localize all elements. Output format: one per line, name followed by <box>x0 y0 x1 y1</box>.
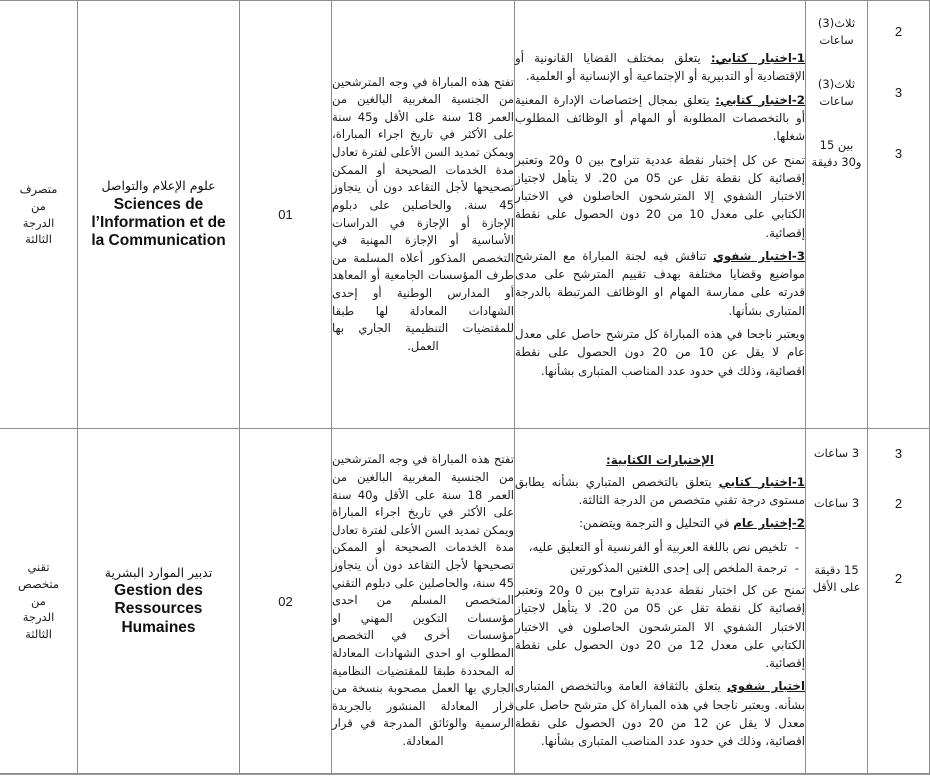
exam-item-label: 2-إختبار عام <box>733 516 805 531</box>
exam-item <box>515 91 805 146</box>
specialty-french-line3: la Communication <box>91 232 226 250</box>
specialty-arabic: علوم الإعلام والتواصل <box>101 178 216 194</box>
coefficient-value: 3 <box>894 146 903 161</box>
conditions-text: تفتح هذه المباراة في وجه المترشحين من الجنسية المغربية البالغين من العمر 18 سنة على الأقل و40 سنة على الأكثر في تاريخ اجراء المباراة ويمكن تمديد السن الأعلى لفترة تعادل مدة الخدمات الصحيحة أو الممكن تصحيحها لأجل التقاعد دون أن يتجاوز 45 سنة، والحاصلين على دبلوم التقني المتخصص المسلم من احدى مؤسسات التكوين المهني او مؤسسات أخرى في التخصص المطلوب او احدى الشهادات المعادلة له المحددة طبقا للمقتضيات النظامية الجاري بها العمل مصحوبة بنسخة من قرار المعادلة المنشور بالجريدة الرسمية والوثائق المدرجة في قرار المعادلة. <box>332 452 514 749</box>
duration-cell-row2 <box>806 429 868 774</box>
duration-value: 15 دقيقة على الأقل <box>812 563 861 594</box>
exams-heading: الإختبارات الكتابية: <box>606 453 714 468</box>
grade-cell-row2 <box>0 429 78 774</box>
exam-item-label: 2-اختبار كتابي: <box>715 92 805 107</box>
grade-cell-row1 <box>0 1 78 429</box>
grade-line: من <box>31 198 46 213</box>
exam-item-text: يتعلق بمجال إختصاصات الإدارة المعنية أو بالتخصصات المطلوبة أو المهام أو الوظائف المطلوب شغلها. <box>515 92 805 144</box>
specialty-cell-row1 <box>78 1 240 429</box>
coefficient-value: 3 <box>894 85 903 100</box>
list-item: - ترجمة الملخص إلى إحدى اللغتين المذكورتين <box>515 559 787 577</box>
conditions-cell-row1 <box>332 1 515 429</box>
coefficient-empty <box>868 628 929 773</box>
exam-scoring-note: تمنح عن كل إختبار نقطة عددية تتراوح بين 0 و20 وتعتبر إقصائية كل نقطة تقل عن 05 من 20. لا يتأهل لاجتياز الاختبار الشفوي إلا المترشحون الحاصلون في الاختبار الكتابي على معدل 10 من 20 دون الحصول على نقطة إقصائية. <box>515 152 805 240</box>
duration-empty <box>806 628 867 773</box>
specialty-french-line1: Gestion des Ressources <box>114 582 203 618</box>
exam-oral-label: اختبار شفوي <box>726 679 805 694</box>
exam-oral-text: تناقش فيه لجنة المباراة مع المترشح مواضيع وقضايا مختلفة بهدف تقييم المترشح على مدى قدرته على ممارسة المهام او الوظائف المرتبطة بالدرجة المتبارى بشأنها. <box>515 248 805 318</box>
specialty-french-line2: Humaines <box>121 618 196 636</box>
coefficient-value: 2 <box>894 496 903 511</box>
table-row <box>0 1 930 429</box>
table-row <box>0 429 930 774</box>
specialty-cell-row2 <box>78 429 240 774</box>
duration-cell-row1 <box>806 1 868 429</box>
exams-cell-row1 <box>515 1 806 429</box>
grade-line: متخصص <box>17 576 60 591</box>
exam-sub-list <box>515 538 805 578</box>
duration-value: بين 15 و30 دقيقة <box>811 138 862 169</box>
grade-line: الدرجة <box>22 215 55 230</box>
duration-value: ثلاث(3) ساعات <box>817 77 856 108</box>
duration-value: ثلاث(3) ساعات <box>817 16 856 47</box>
exam-oral-text: يتعلق بالثقافة العامة وبالتخصص المتبارى بشأنه. ويعتبر ناجحا في هذه المباراة كل مترشح حاصل على معدل لا يقل عن 12 من 20 دون الحصول على نقطة اقصائية، وذلك في حدود عدد المناصب المتبارى بشأنها. <box>515 679 805 749</box>
list-item: - تلخيص نص باللغة العربية أو الفرنسية أو التعليق عليه، <box>515 538 787 556</box>
exam-oral-item <box>515 677 805 750</box>
specialty-french-line2: l’Information et de <box>91 213 226 231</box>
grade-line: متصرف <box>19 182 58 197</box>
grade-line: تقني <box>27 560 50 575</box>
duration-value: 3 ساعات <box>813 496 860 511</box>
exam-oral-item <box>515 247 805 320</box>
exam-item-label: 1-اختبار كتابي <box>718 474 805 489</box>
exam-item-text: في التحليل و الترجمة ويتضمن: <box>578 516 734 531</box>
duration-empty <box>806 184 867 428</box>
grade-line: الثالثة <box>25 627 52 641</box>
duration-value: 3 ساعات <box>813 446 860 461</box>
exam-item-text: يتعلق بمختلف القضايا القانونية أو الإقتصادية أو التدبيرية أو الإجتماعية أو الإنسانية أو العلمية. <box>515 51 805 84</box>
exams-cell-row2 <box>515 429 806 774</box>
conditions-text: تفتح هذه المباراة في وجه المترشحين من الجنسية المغربية البالغين من العمر 18 سنة على الأقل و45 سنة على الأكثر في تاريخ اجراء المباراة، ويمكن تمديد السن الأعلى لفترة تعادل مدة الخدمات الصحيحة أو الممكن تصحيحها لأجل التقاعد دون أن يتجاوز 45 سنة. والحاصلين على دبلوم الإجازة أو الإجازة في الدراسات الأساسية أو الإجازة المهنية في التخصص المذكور أعلاه المسلمة من طرف المؤسسات الجامعية أو المعاهد أو المدارس الوطنية أو إحدى الشهادات المعادلة لها طبقا للمقتضيات التنظيمية الجاري بها العمل. <box>332 74 514 353</box>
specialty-french-line1: Sciences de <box>113 195 204 213</box>
grade-line: الثالثة <box>25 232 52 247</box>
exam-item-text: يتعلق بالتخصص المتباري بشأنه يطابق مستوى درجة تقني متخصص من الدرجة الثالثة. <box>515 474 805 507</box>
exam-oral-label: 3-اختبار شفوي <box>713 248 806 263</box>
exam-item <box>515 473 805 510</box>
positions-number-cell-row2: 02 <box>240 429 332 774</box>
coefficient-value: 2 <box>894 571 903 586</box>
coefficient-cell-row1 <box>868 1 930 429</box>
page-bottom-rule <box>0 774 930 775</box>
exam-item <box>515 514 805 532</box>
specialty-arabic: تدبير الموارد البشرية <box>104 564 213 580</box>
coefficient-value: 3 <box>894 446 903 461</box>
exam-item <box>515 49 805 86</box>
coefficient-cell-row2 <box>868 429 930 774</box>
conditions-cell-row2 <box>332 429 515 774</box>
positions-number-cell-row1: 01 <box>240 1 332 429</box>
grade-line: من <box>31 593 46 608</box>
exam-pass-note: ويعتبر ناجحا في هذه المباراة كل مترشح حاصل على معدل عام لا يقل عن 10 من 20 دون الحصول على نقطة اقصائية، وذلك في حدود عدد المناصب المتبارى بشأنها. <box>515 327 805 378</box>
coefficient-value: 2 <box>894 24 903 39</box>
exam-item-label: 1-اختبار كتابي: <box>710 51 805 66</box>
grade-line: الدرجة <box>22 610 55 625</box>
coefficient-empty <box>868 184 929 428</box>
exam-scoring-note: تمنح عن كل اختبار نقطة عددية تتراوح بين 0 و20 وتعتبر إقصائية كل نقطة تقل عن 05 من 20. لا يتأهل لاجتياز الاختبار الشفوي الا المترشحون الحاصلون في الاختبار الكتابي على معدل 12 من 20 دون الحصول على نقطة إقصائية. <box>515 583 805 671</box>
